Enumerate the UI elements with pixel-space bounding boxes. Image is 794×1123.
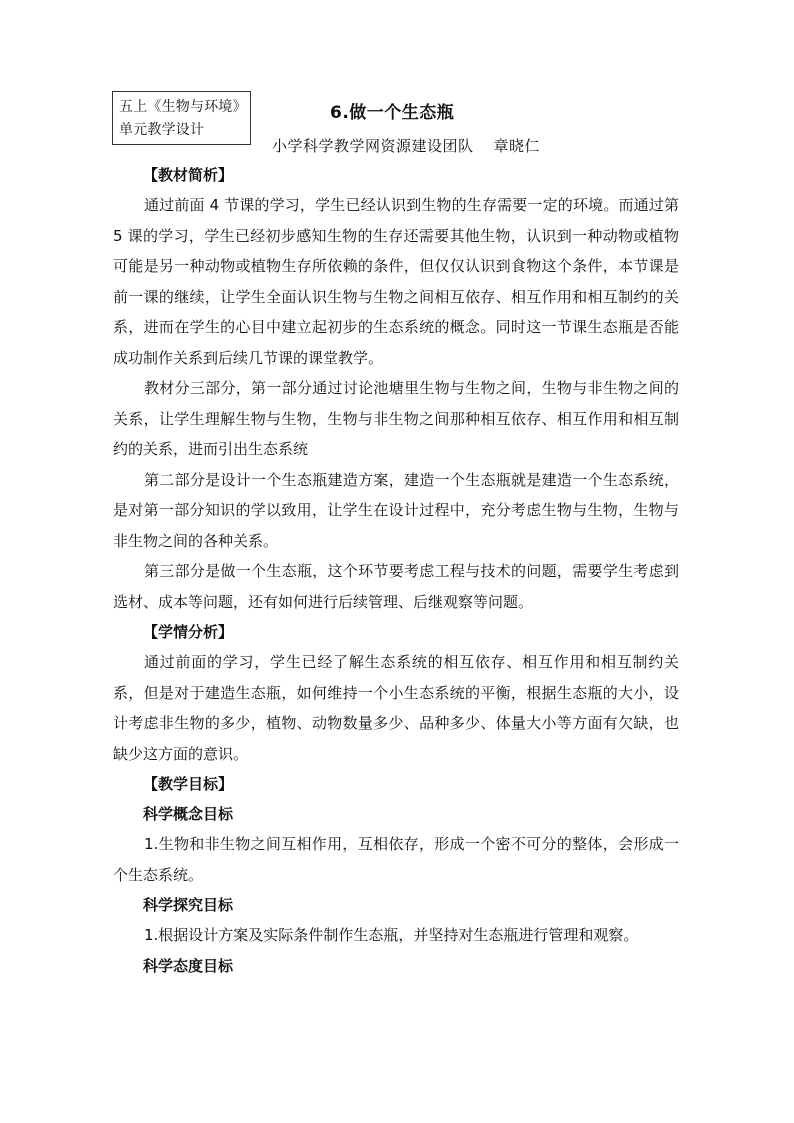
paragraph: 1.根据设计方案及实际条件制作生态瓶，并坚持对生态瓶进行管理和观察。 — [144, 926, 639, 944]
paragraph: 通过前面 4 节课的学习，学生已经认识到生物的生存需要一定的环境。而通过第 5 课的学习，学生已经初步感知生物的生存还需要其他生物，认识到一种动物或植物可能是另一种动物或植物生存所依赖的条件，但仅仅认识到食物这个条件，本节课是前一课的继续，让学生全面认识生物与生物之间相互依存、相互作用和相互制约的关系，进而在学生的心目中建立起初步的生态系统的概念。同时这一节课生态瓶是否能成功制作关系到后续几节课的课堂教学。 — [113, 196, 679, 367]
paragraph: 第三部分是做一个生态瓶，这个环节要考虑工程与技术的问题，需要学生考虑到选材、成本等问题，还有如何进行后续管理、后继观察等问题。 — [113, 562, 679, 611]
section-heading-textbook-analysis: 【教材简析】 — [143, 166, 234, 184]
subheading-attitude-goal: 科学态度目标 — [143, 956, 234, 975]
subheading-concept-goal: 科学概念目标 — [143, 805, 234, 823]
paragraph: 教材分三部分，第一部分通过讨论池塘里生物与生物之间，生物与非生物之间的关系，让学生理解生物与生物，生物与非生物之间那种相互依存、相互作用和相互制约的关系，进而引出生态系统 — [113, 379, 679, 458]
section-heading-student-analysis: 【学情分析】 — [143, 623, 234, 641]
paragraph: 第二部分是设计一个生态瓶建造方案，建造一个生态瓶就是建造一个生态系统，是对第一部分知识的学以致用，让学生在设计过程中，充分考虑生物与生物，生物与非生物之间的各种关系。 — [113, 470, 679, 550]
paragraph: 1.生物和非生物之间互相作用，互相依存，形成一个密不可分的整体，会形成一个生态系统。 — [113, 835, 679, 884]
subheading-inquiry-goal: 科学探究目标 — [143, 896, 234, 914]
byline-author: 章晓仁 — [493, 137, 541, 155]
byline — [272, 135, 540, 156]
document-body — [113, 160, 679, 981]
section-heading-teaching-goals: 【教学目标】 — [143, 775, 234, 793]
unit-label-box: 五上《生物与环境》单元教学设计 — [112, 91, 251, 145]
page-title: 6.做一个生态瓶 — [330, 103, 455, 123]
paragraph: 通过前面的学习，学生已经了解生态系统的相互依存、相互作用和相互制约关系，但是对于建造生态瓶，如何维持一个小生态系统的平衡，根据生态瓶的大小，设计考虑非生物的多少，植物、动物数量多少、品种多少、体量大小等方面有欠缺，也缺少这方面的意识。 — [113, 653, 679, 763]
byline-org: 小学科学教学网资源建设团队 — [272, 137, 474, 155]
